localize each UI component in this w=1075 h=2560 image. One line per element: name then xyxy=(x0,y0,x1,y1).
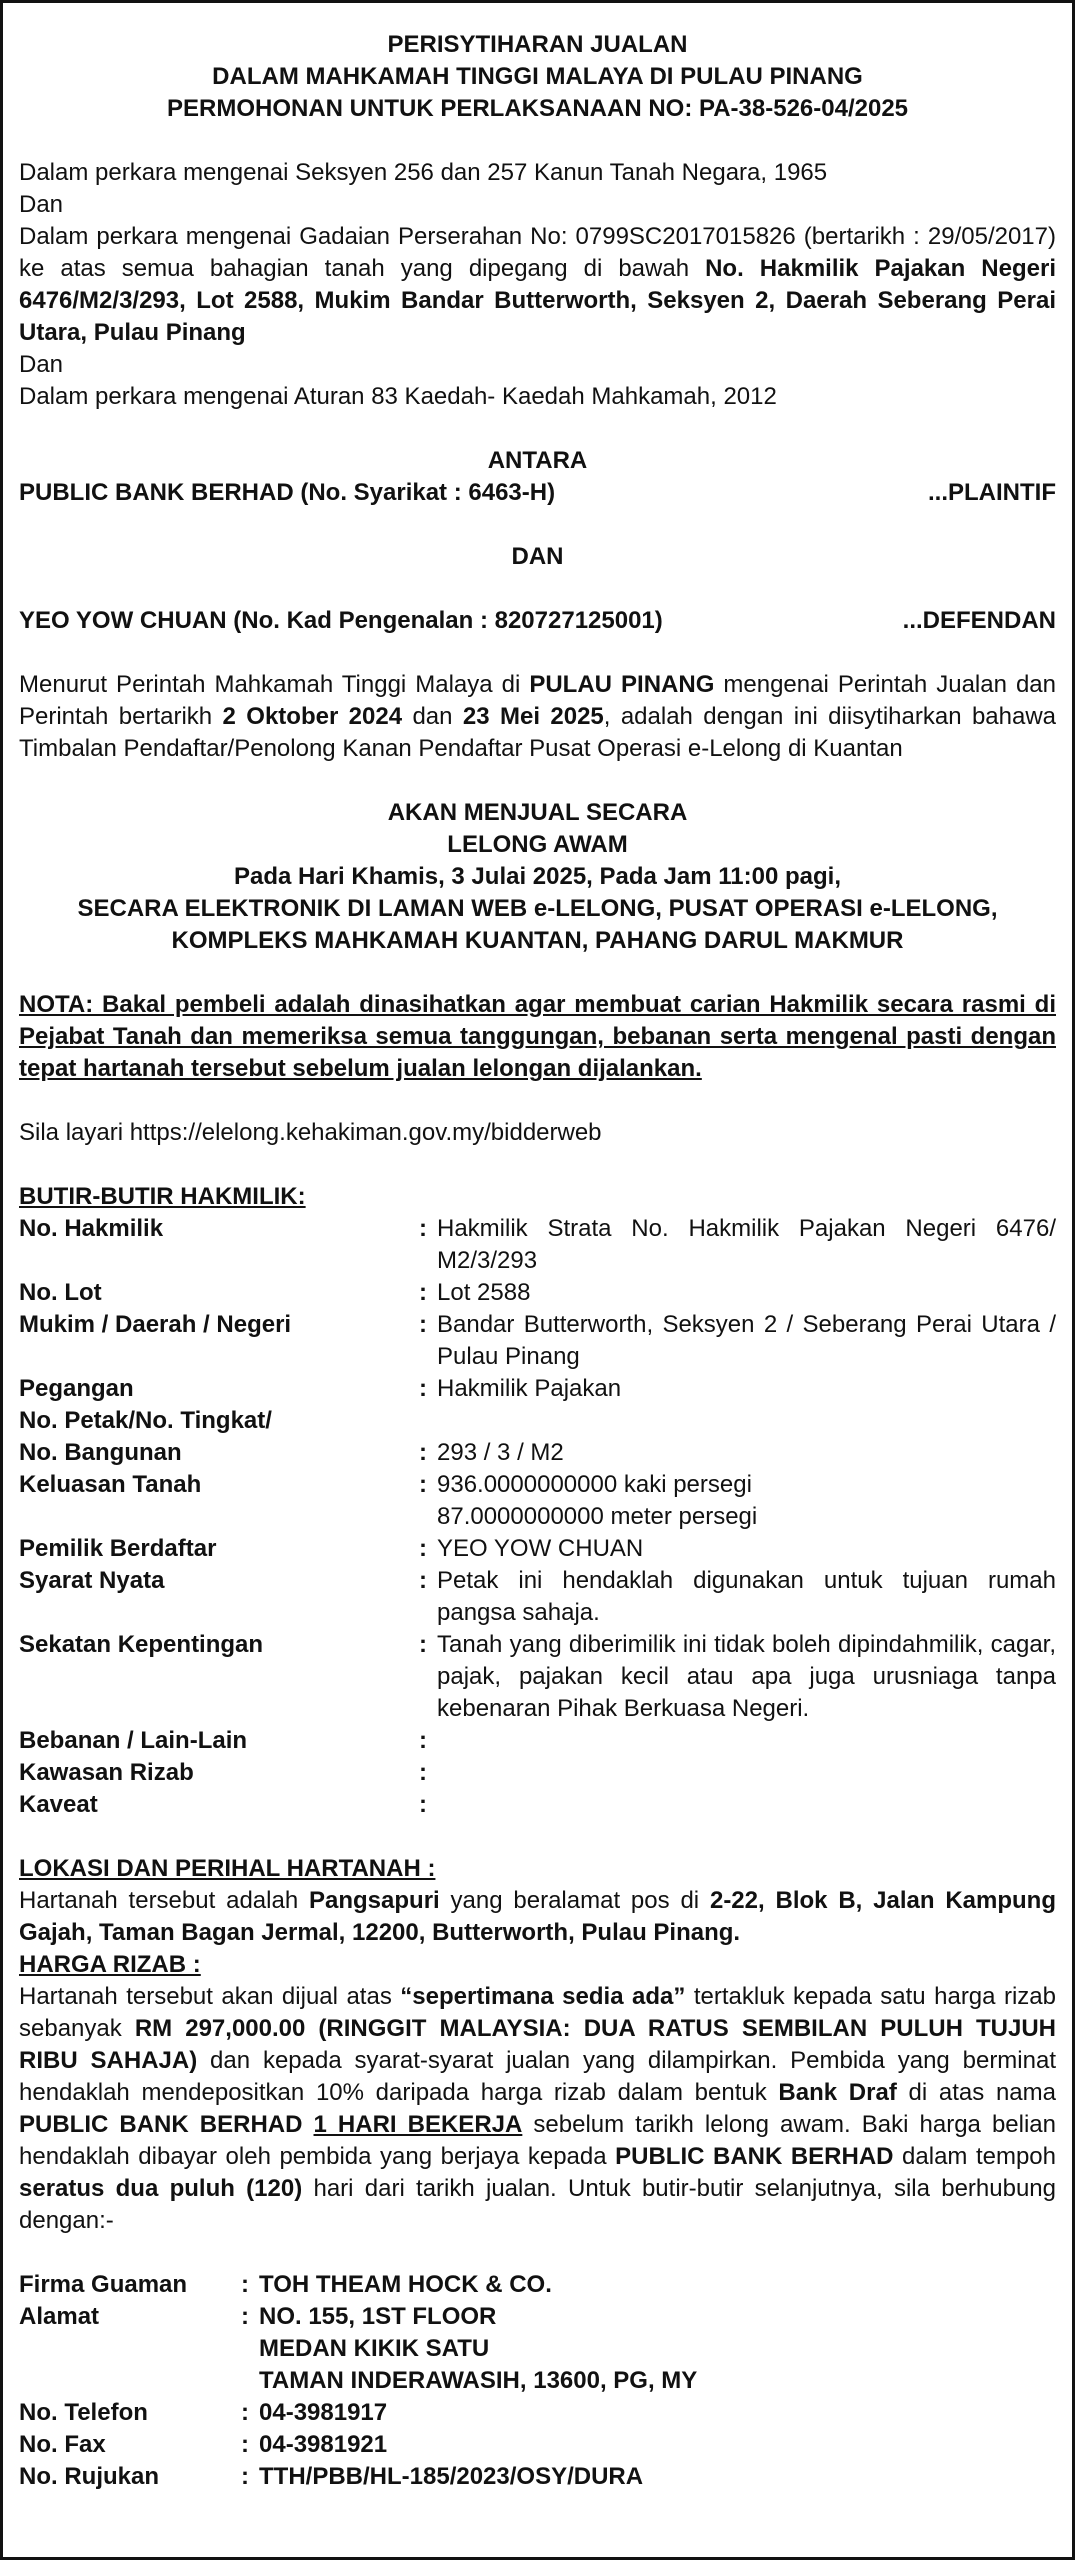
title-detail-label: Kawasan Rizab xyxy=(19,1759,194,1786)
title-detail-value-line: Tanah yang diberimilik ini tidak boleh dipindahmilik, cagar, pajak, pajakan kecil atau apa juga urusniaga tanpa kebenaran Pihak Berkuasa Negeri. xyxy=(437,1631,1056,1722)
heading-title: PERISYTIHARAN JUALAN xyxy=(387,31,688,58)
title-detail-value xyxy=(437,1629,1056,1725)
contact-details xyxy=(19,2269,1056,2493)
title-detail-label: Bebanan / Lain-Lain xyxy=(19,1727,248,1754)
court-order-paragraph xyxy=(19,669,1056,765)
address-line: MEDAN KIKIK SATU xyxy=(259,2335,490,2362)
price-text: dalam tempoh xyxy=(893,2143,1056,2170)
defendant-name: YEO YOW CHUAN (No. Kad Pengenalan : 820727125001) xyxy=(19,607,663,634)
notice-heading xyxy=(19,29,1056,125)
auction-announcement xyxy=(19,797,1056,957)
dan-label: DAN xyxy=(511,543,564,570)
title-detail-label: No. Bangunan xyxy=(19,1439,182,1466)
heading-application-no: PERMOHONAN UNTUK PERLAKSANAAN NO: PA-38-526-04/2025 xyxy=(166,95,909,122)
title-detail-row xyxy=(19,1373,1056,1405)
title-detail-colon: : xyxy=(419,1567,427,1594)
title-detail-value xyxy=(437,1277,1056,1309)
plaintiff-name: PUBLIC BANK BERHAD (No. Syarikat : 6463-H) xyxy=(19,479,556,506)
location-paragraph xyxy=(19,1885,1056,1949)
title-detail-value-line: Lot 2588 xyxy=(437,1279,531,1306)
address-line: TAMAN INDERAWASIH, 13600, PG, MY xyxy=(259,2367,698,2394)
title-detail-value-line: Petak ini hendaklah digunakan untuk tujuan rumah pangsa sahaja. xyxy=(437,1567,1056,1626)
property-address: 2-22, Blok B, Jalan Kampung Gajah, Taman Bagan Jermal, 12200, Butterworth, Pulau Pinang. xyxy=(19,1887,1057,1946)
title-detail-value xyxy=(437,1565,1056,1629)
plaintiff-role: ...PLAINTIF xyxy=(928,479,1056,506)
auction-date-time: Pada Hari Khamis, 3 Julai 2025, Pada Jam 11:00 pagi, xyxy=(234,863,841,890)
fax-number: 04-3981921 xyxy=(259,2431,388,2458)
title-detail-value-line: 936.0000000000 kaki persegi xyxy=(437,1471,752,1498)
matter-charge-title: No. Hakmilik Pajakan Negeri 6476/M2/3/293, Lot 2588, Mukim Bandar Butterworth, Seksyen 2, Daerah Seberang Perai Utara, Pulau Pinang xyxy=(19,255,1056,346)
matter-charge-text: Dalam perkara mengenai Gadaian Perserahan No: 0799SC2017015826 (bertarikh : 29/05/2017) ke atas semua bahagian tanah yang dipegang di bawah xyxy=(19,223,1056,282)
title-detail-row xyxy=(19,1405,1056,1437)
matter-rules: Dalam perkara mengenai Aturan 83 Kaedah- Kaedah Mahkamah, 2012 xyxy=(19,383,777,410)
order-date-1: 2 Oktober 2024 xyxy=(222,703,403,730)
contact-colon: : xyxy=(241,2463,249,2490)
price-condition: “sepertimana sedia ada” xyxy=(400,1983,686,2010)
title-detail-label: No. Hakmilik xyxy=(19,1215,164,1242)
location-text: Hartanah tersebut adalah xyxy=(19,1887,309,1914)
order-text: dan xyxy=(402,703,463,730)
price-text: di atas nama xyxy=(896,2079,1056,2106)
order-text: Menurut Perintah Mahkamah Tinggi Malaya di xyxy=(19,671,530,698)
contact-colon: : xyxy=(241,2303,249,2330)
price-text: Hartanah tersebut akan dijual atas xyxy=(19,1983,401,2010)
auction-line: AKAN MENJUAL SECARA xyxy=(387,799,688,826)
price-text: dan kepada syarat-syarat jualan yang dilampirkan. Pembida yang berminat hendaklah mendepositkan 10% daripada harga rizab dalam bentuk xyxy=(19,2047,1056,2106)
title-detail-value-line: 87.0000000000 meter persegi xyxy=(437,1503,758,1530)
title-detail-label: Mukim / Daerah / Negeri xyxy=(19,1311,292,1338)
title-detail-colon: : xyxy=(419,1727,427,1754)
price-text xyxy=(302,2111,313,2138)
price-text: sebelum tarikh lelong awam. Baki harga belian hendaklah dibayar oleh pembida yang berjaya kepada xyxy=(19,2111,1057,2170)
title-detail-row xyxy=(19,1437,1056,1469)
address-line: NO. 155, 1ST FLOOR xyxy=(259,2303,497,2330)
matter-charge xyxy=(19,221,1056,349)
contact-row-reference xyxy=(19,2461,1056,2493)
plaintiff-row xyxy=(19,477,1056,509)
title-detail-colon: : xyxy=(419,1215,427,1242)
defendant-role: ...DEFENDAN xyxy=(902,607,1056,634)
law-firm-name: TOH THEAM HOCK & CO. xyxy=(259,2271,552,2298)
reserve-price: RM 297,000.00 (RINGGIT MALAYSIA: DUA RATUS SEMBILAN PULUH TUJUH RIBU SAHAJA) xyxy=(19,2015,1057,2074)
title-detail-colon: : xyxy=(419,1535,427,1562)
order-text: , adalah dengan ini diisytiharkan bahawa Timbalan Pendaftar/Penolong Kanan Pendaftar Pusat Operasi e-Lelong di Kuantan xyxy=(19,703,1057,762)
contact-colon: : xyxy=(241,2399,249,2426)
property-type: Pangsapuri xyxy=(309,1887,440,1914)
and-connector: Dan xyxy=(19,191,64,218)
contact-colon: : xyxy=(241,2271,249,2298)
auction-venue: SECARA ELEKTRONIK DI LAMAN WEB e-LELONG, PUSAT OPERASI e-LELONG, xyxy=(77,895,998,922)
title-detail-row xyxy=(19,1309,1056,1373)
nota-paragraph: NOTA: Bakal pembeli adalah dinasihatkan agar membuat carian Hakmilik secara rasmi di Pejabat Tanah dan memeriksa semua tanggungan, bebanan serta mengenal pasti dengan tepat hartanah tersebut sebelum jualan lelongan dijalankan. xyxy=(19,991,1056,1082)
title-detail-value xyxy=(437,1469,1056,1533)
title-detail-colon: : xyxy=(419,1791,427,1818)
title-detail-row xyxy=(19,1565,1056,1629)
title-detail-value-line: 293 / 3 / M2 xyxy=(437,1439,564,1466)
title-detail-colon: : xyxy=(419,1471,427,1498)
contact-label: No. Telefon xyxy=(19,2399,148,2426)
title-detail-colon: : xyxy=(419,1439,427,1466)
contact-label: No. Rujukan xyxy=(19,2463,160,2490)
contact-row-firm xyxy=(19,2269,1056,2301)
deposit-deadline: 1 HARI BEKERJA xyxy=(313,2111,523,2138)
title-detail-value xyxy=(437,1309,1056,1373)
visit-website: Sila layari https://elelong.kehakiman.gov.my/bidderweb xyxy=(19,1119,602,1146)
contact-row-phone xyxy=(19,2397,1056,2429)
title-detail-value-line: YEO YOW CHUAN xyxy=(437,1535,644,1562)
price-text: hari dari tarikh jualan. Untuk butir-butir selanjutnya, sila berhubung dengan:- xyxy=(19,2175,1056,2234)
title-detail-row xyxy=(19,1757,1056,1789)
contact-colon: : xyxy=(241,2431,249,2458)
antara-label: ANTARA xyxy=(487,447,588,474)
contact-label: Alamat xyxy=(19,2303,100,2330)
title-detail-value xyxy=(437,1213,1056,1277)
title-detail-label: Syarat Nyata xyxy=(19,1567,165,1594)
title-detail-row xyxy=(19,1213,1056,1277)
title-detail-row xyxy=(19,1789,1056,1821)
auction-venue: KOMPLEKS MAHKAMAH KUANTAN, PAHANG DARUL MAKMUR xyxy=(171,927,904,954)
title-detail-row xyxy=(19,1533,1056,1565)
location-text: yang beralamat pos di xyxy=(439,1887,710,1914)
title-detail-colon: : xyxy=(419,1631,427,1658)
law-firm-address xyxy=(259,2301,1056,2397)
order-date-2: 23 Mei 2025 xyxy=(462,703,604,730)
title-detail-value xyxy=(437,1533,1056,1565)
title-detail-label: Keluasan Tanah xyxy=(19,1471,202,1498)
price-heading: HARGA RIZAB : xyxy=(19,1951,201,1978)
heading-court: DALAM MAHKAMAH TINGGI MALAYA DI PULAU PINANG xyxy=(212,63,863,90)
location-heading: LOKASI DAN PERIHAL HARTANAH : xyxy=(19,1855,436,1882)
price-paragraph xyxy=(19,1981,1056,2237)
payment-period: seratus dua puluh (120) xyxy=(19,2175,303,2202)
title-detail-label: Sekatan Kepentingan xyxy=(19,1631,264,1658)
title-detail-value xyxy=(437,1373,1056,1405)
title-details-table xyxy=(19,1213,1056,1821)
contact-label: No. Fax xyxy=(19,2431,106,2458)
price-text: tertakluk kepada satu harga rizab sebanyak xyxy=(19,1983,1056,2042)
title-detail-colon: : xyxy=(419,1759,427,1786)
title-detail-value-line: Hakmilik Pajakan xyxy=(437,1375,622,1402)
bank-name: PUBLIC BANK BERHAD xyxy=(615,2143,894,2170)
and-connector: Dan xyxy=(19,351,64,378)
title-detail-label: No. Petak/No. Tingkat/ xyxy=(19,1407,272,1434)
title-detail-colon: : xyxy=(419,1279,427,1306)
title-detail-label: Pemilik Berdaftar xyxy=(19,1535,217,1562)
title-detail-label: No. Lot xyxy=(19,1279,102,1306)
title-details-heading: BUTIR-BUTIR HAKMILIK: xyxy=(19,1183,306,1210)
title-detail-row xyxy=(19,1469,1056,1533)
phone-number: 04-3981917 xyxy=(259,2399,388,2426)
auction-line: LELONG AWAM xyxy=(447,831,628,858)
bank-name: PUBLIC BANK BERHAD xyxy=(19,2111,303,2138)
matter-land-code: Dalam perkara mengenai Seksyen 256 dan 257 Kanun Tanah Negara, 1965 xyxy=(19,159,828,186)
title-detail-row xyxy=(19,1629,1056,1725)
title-detail-value-line: Bandar Butterworth, Seksyen 2 / Seberang Perai Utara / Pulau Pinang xyxy=(437,1311,1056,1370)
contact-row-fax xyxy=(19,2429,1056,2461)
defendant-row xyxy=(19,605,1056,637)
order-location: PULAU PINANG xyxy=(529,671,715,698)
title-detail-value-line: Hakmilik Strata No. Hakmilik Pajakan Negeri 6476/ M2/3/293 xyxy=(437,1215,1056,1274)
order-text: mengenai Perintah Jualan dan Perintah bertarikh xyxy=(19,671,1056,730)
title-detail-value xyxy=(437,1437,1056,1469)
title-detail-label: Kaveat xyxy=(19,1791,98,1818)
title-detail-colon: : xyxy=(419,1375,427,1402)
contact-label: Firma Guaman xyxy=(19,2271,188,2298)
title-detail-row xyxy=(19,1725,1056,1757)
title-detail-row xyxy=(19,1277,1056,1309)
bank-draft: Bank Draf xyxy=(778,2079,897,2106)
contact-row-address xyxy=(19,2301,1056,2397)
reference-number: TTH/PBB/HL-185/2023/OSY/DURA xyxy=(259,2463,644,2490)
title-detail-label: Pegangan xyxy=(19,1375,134,1402)
title-detail-colon: : xyxy=(419,1311,427,1338)
